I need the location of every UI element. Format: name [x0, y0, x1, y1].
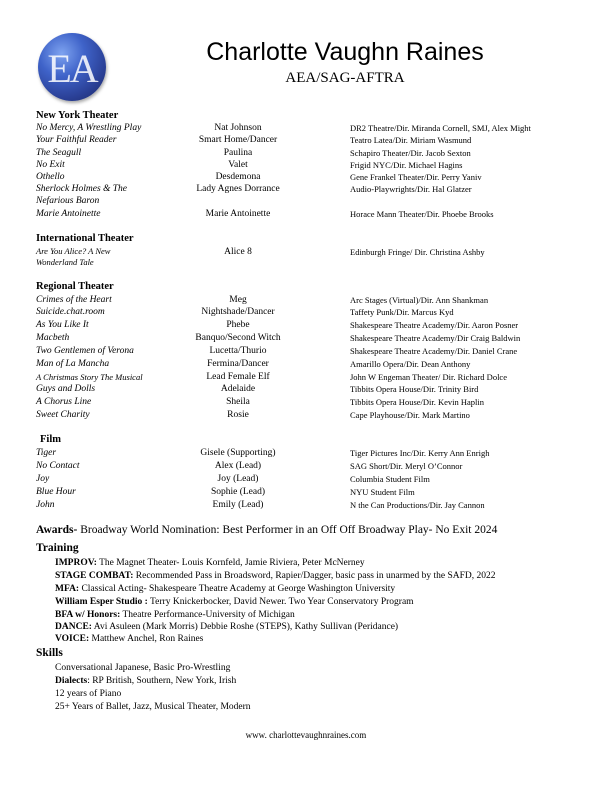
- credit-title: Marie Antoinette: [36, 209, 101, 219]
- credit-role: Marie Antoinette: [205, 209, 271, 219]
- skills-text: 12 years of Piano: [55, 689, 122, 699]
- training-text: Theatre Performance-University of Michigan: [120, 610, 295, 620]
- credit-title: Macbeth: [36, 333, 70, 343]
- credit-title: Sweet Charity: [36, 410, 90, 420]
- training-label: IMPROV:: [55, 558, 97, 568]
- logo-ea: [38, 33, 106, 101]
- training-label: BFA w/ Honors:: [55, 610, 121, 620]
- credit-company: Shakespeare Theatre Academy/Dir. Daniel Crane: [350, 346, 518, 356]
- training-text: Classical Acting- Shakespeare Theatre Academy at George Washington University: [79, 584, 396, 594]
- credit-role: Phebe: [226, 320, 250, 330]
- credit-role: Paulina: [223, 148, 253, 158]
- credit-title: John: [36, 500, 55, 510]
- credit-company: Gene Frankel Theater/Dir. Perry Yaniv: [350, 172, 482, 182]
- training-text: Matthew Anchel, Ron Raines: [89, 634, 204, 644]
- credit-role: Rosie: [227, 410, 249, 420]
- credit-company: SAG Short/Dir. Meryl O’Connor: [350, 461, 463, 471]
- training-label: MFA:: [55, 584, 80, 594]
- section-heading-ny-theater: New York Theater: [36, 110, 119, 121]
- credit-role: Adelaide: [220, 384, 256, 394]
- training-text: The Magnet Theater- Louis Kornfeld, Jamie Riviera, Peter McNerney: [96, 558, 365, 568]
- credit-company: Arc Stages (Virtual)/Dir. Ann Shankman: [350, 295, 489, 305]
- credit-company: Columbia Student Film: [350, 474, 430, 484]
- credit-role: Lead Female Elf: [206, 372, 270, 382]
- training-item: [55, 558, 365, 568]
- credit-role: Alice 8: [224, 247, 252, 257]
- skills-item: [55, 676, 236, 686]
- credit-title: Othello: [36, 172, 65, 182]
- training-label: STAGE COMBAT:: [55, 571, 134, 581]
- credit-title: A Christmas Story The Musical: [36, 372, 143, 382]
- credit-company: DR2 Theatre/Dir. Miranda Cornell, SMJ, Alex Might: [350, 123, 531, 133]
- credit-role: Sophie (Lead): [210, 487, 266, 497]
- credit-role: Banquo/Second Witch: [195, 333, 281, 343]
- credit-company: Audio-Playwrights/Dir. Hal Glatzer: [350, 184, 472, 194]
- credit-role: Alex (Lead): [214, 461, 262, 471]
- training-label: DANCE:: [55, 622, 92, 632]
- section-heading-skills: Skills: [36, 647, 63, 659]
- credit-title: Guys and Dolls: [36, 384, 96, 394]
- credit-company: Shakespeare Theatre Academy/Dir Craig Baldwin: [350, 333, 521, 343]
- credit-role: Nightshade/Dancer: [201, 307, 275, 317]
- credit-title-continued: Nefarious Baron: [36, 196, 100, 206]
- skills-item: [55, 702, 251, 712]
- credit-title: The Seagull: [36, 148, 82, 158]
- credit-title: No Mercy, A Wrestling Play: [36, 123, 142, 133]
- credit-role: Smart Home/Dancer: [198, 135, 278, 145]
- credit-company: Tibbits Opera House/Dir. Kevin Haplin: [350, 397, 485, 407]
- training-item: [55, 622, 398, 632]
- section-heading-film: Film: [40, 434, 61, 445]
- credit-company: Amarillo Opera/Dir. Dean Anthony: [350, 359, 471, 369]
- credit-title: Tiger: [36, 448, 57, 458]
- credit-title: Man of La Mancha: [36, 359, 110, 369]
- training-text: Recommended Pass in Broadsword, Rapier/Dagger, basic pass in unarmed by the SAFD, 2022: [133, 571, 496, 581]
- skills-text: : RP British, Southern, New York, Irish: [87, 676, 237, 686]
- awards-line: [36, 524, 497, 536]
- skills-text: Conversational Japanese, Basic Pro-Wrestling: [55, 663, 231, 673]
- credit-company: Schapiro Theater/Dir. Jacob Sexton: [350, 148, 471, 158]
- credit-company: Cape Playhouse/Dir. Mark Martino: [350, 410, 470, 420]
- section-heading-regional-theater: Regional Theater: [36, 281, 114, 292]
- credit-company: NYU Student Film: [350, 487, 415, 497]
- credit-role: Nat Johnson: [214, 123, 262, 133]
- awards-text: Broadway World Nomination: Best Performer in an Off Off Broadway Play- No Exit 2024: [77, 524, 498, 536]
- credit-title: Crimes of the Heart: [36, 295, 112, 305]
- credit-title: Suicide.chat.room: [36, 307, 105, 317]
- credit-role: Sheila: [226, 397, 250, 407]
- credit-company: Frigid NYC/Dir. Michael Hagins: [350, 160, 463, 170]
- section-heading-international-theater: International Theater: [36, 233, 134, 244]
- credit-role: Lucetta/Thurio: [209, 346, 267, 356]
- training-item: [55, 610, 295, 620]
- skills-label: Dialects: [55, 676, 88, 686]
- credit-title: No Contact: [36, 461, 80, 471]
- credit-company: Horace Mann Theater/Dir. Phoebe Brooks: [350, 209, 494, 219]
- skills-item: [55, 663, 230, 673]
- skills-text: 25+ Years of Ballet, Jazz, Musical Theater, Modern: [55, 702, 251, 712]
- credit-role: Gisele (Supporting): [200, 448, 276, 458]
- website-link[interactable]: www. charlottevaughnraines.com: [245, 730, 367, 740]
- credit-title: No Exit: [36, 160, 65, 170]
- training-item: [55, 597, 414, 607]
- credit-role: Valet: [228, 160, 248, 170]
- credit-role: Lady Agnes Dorrance: [196, 184, 280, 194]
- union-affiliation: AEA/SAG-AFTRA: [285, 70, 405, 86]
- credit-title-continued: Wonderland Tale: [36, 257, 94, 267]
- credit-role: Meg: [229, 295, 247, 305]
- credit-title: Joy: [36, 474, 50, 484]
- section-heading-training: Training: [36, 542, 79, 554]
- credit-company: Shakespeare Theatre Academy/Dir. Aaron Posner: [350, 320, 519, 330]
- credit-role: Fermina/Dancer: [207, 359, 269, 369]
- training-label: VOICE:: [55, 634, 90, 644]
- training-text: Avi Asuleen (Mark Morris) Debbie Roshe (STEPS), Kathy Sullivan (Peridance): [91, 622, 399, 632]
- training-item: [55, 584, 395, 594]
- training-text: Terry Knickerbocker, David Newer. Two Year Conservatory Program: [147, 597, 414, 607]
- training-item: [55, 634, 203, 644]
- credit-title: Are You Alice? A New: [36, 246, 111, 256]
- credit-title: A Chorus Line: [36, 397, 92, 407]
- credit-title: Blue Hour: [36, 487, 76, 497]
- skills-item: [55, 689, 121, 699]
- credit-role: Joy (Lead): [217, 474, 259, 484]
- credit-company: Tibbits Opera House/Dir. Trinity Bird: [350, 384, 479, 394]
- credit-title: As You Like It: [36, 320, 89, 330]
- credit-company: Edinburgh Fringe/ Dir. Christina Ashby: [350, 247, 485, 257]
- credit-title: Sherlock Holmes & The: [36, 184, 128, 194]
- credit-title: Your Faithful Reader: [36, 135, 117, 145]
- awards-label: Awards-: [36, 524, 78, 536]
- page-title: Charlotte Vaughn Raines: [206, 38, 484, 66]
- credit-company: John W Engeman Theater/ Dir. Richard Dolce: [350, 372, 507, 382]
- credit-title: Two Gentlemen of Verona: [36, 346, 134, 356]
- credit-company: Tiger Pictures Inc/Dir. Kerry Ann Enrigh: [350, 448, 490, 458]
- training-item: [55, 571, 496, 581]
- credit-company: Taffety Punk/Dir. Marcus Kyd: [350, 307, 454, 317]
- training-label: William Esper Studio :: [55, 597, 148, 607]
- credit-company: Teatro Latea/Dir. Miriam Wasmund: [350, 135, 472, 145]
- credit-role: Desdemona: [215, 172, 261, 182]
- credit-company: N the Can Productions/Dir. Jay Cannon: [350, 500, 485, 510]
- credit-role: Emily (Lead): [212, 500, 264, 510]
- logo-text: EA: [47, 46, 97, 91]
